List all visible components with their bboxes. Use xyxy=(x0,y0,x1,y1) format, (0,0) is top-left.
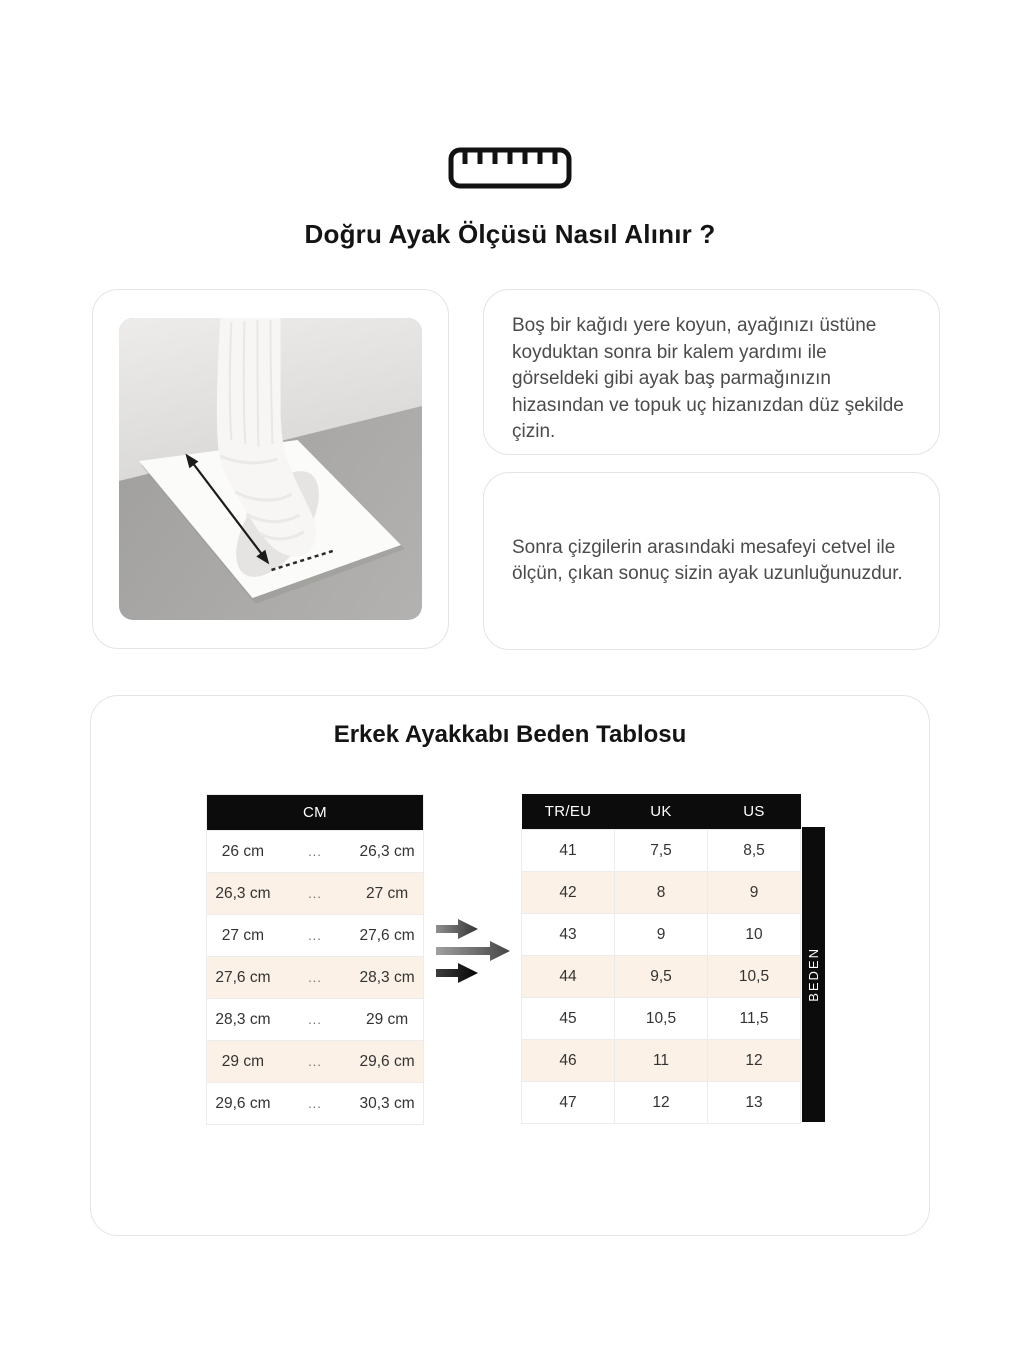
table-cell: ... xyxy=(279,1083,351,1125)
instruction-card-1 xyxy=(483,289,940,455)
column-header: US xyxy=(708,794,801,830)
table-cell: ... xyxy=(279,1041,351,1083)
table-cell: 28,3 cm xyxy=(351,957,423,999)
table-cell: 8,5 xyxy=(708,830,801,872)
size-table-title: Erkek Ayakkabı Beden Tablosu xyxy=(333,721,687,748)
column-header: TR/EU xyxy=(522,794,615,830)
table-cell: ... xyxy=(279,873,351,915)
table-cell: 13 xyxy=(708,1082,801,1124)
table-row xyxy=(522,914,801,956)
table-row xyxy=(207,831,424,873)
table-cell: 29,6 cm xyxy=(351,1041,423,1083)
table-row xyxy=(207,873,424,915)
foot-measurement-photo xyxy=(119,318,422,620)
table-cell: 45 xyxy=(522,998,615,1040)
table-cell: 12 xyxy=(615,1082,708,1124)
size-conversion-table xyxy=(521,794,801,1124)
table-cell: 46 xyxy=(522,1040,615,1082)
table-cell: 26,3 cm xyxy=(351,831,423,873)
instruction-step-1: Boş bir kağıdı yere koyun, ayağınızı üstüne koyduktan sonra bir kalem yardımı ile görseldeki gibi ayak baş parmağınızın hizasından ve topuk uç hizanızdan düz şekilde çizin. xyxy=(512,315,904,442)
table-cell: 11 xyxy=(615,1040,708,1082)
table-row xyxy=(207,1041,424,1083)
table-row xyxy=(522,1040,801,1082)
table-cell: 9 xyxy=(708,872,801,914)
table-cell: ... xyxy=(279,915,351,957)
table-cell: 42 xyxy=(522,872,615,914)
table-cell: 10 xyxy=(708,914,801,956)
table-cell: 41 xyxy=(522,830,615,872)
table-row xyxy=(207,999,424,1041)
table-cell: 29 cm xyxy=(351,999,423,1041)
table-cell: 27 cm xyxy=(207,915,279,957)
cm-table xyxy=(206,794,424,1125)
table-cell: 9,5 xyxy=(615,956,708,998)
table-cell: 7,5 xyxy=(615,830,708,872)
column-header: UK xyxy=(615,794,708,830)
photo-card xyxy=(92,289,449,649)
table-cell: 10,5 xyxy=(615,998,708,1040)
table-cell: 44 xyxy=(522,956,615,998)
conversion-arrows-icon xyxy=(436,919,512,983)
ruler-icon xyxy=(448,147,572,187)
table-cell: 27 cm xyxy=(351,873,423,915)
instruction-card-2 xyxy=(483,472,940,650)
table-cell: ... xyxy=(279,999,351,1041)
table-row xyxy=(522,830,801,872)
table-cell: 11,5 xyxy=(708,998,801,1040)
table-row xyxy=(522,956,801,998)
table-cell: ... xyxy=(279,957,351,999)
table-cell: ... xyxy=(279,831,351,873)
size-table-header-row xyxy=(522,794,801,830)
table-cell: 8 xyxy=(615,872,708,914)
table-row xyxy=(207,957,424,999)
table-cell: 10,5 xyxy=(708,956,801,998)
table-cell: 28,3 cm xyxy=(207,999,279,1041)
cm-table-header-row xyxy=(207,795,424,831)
table-cell: 47 xyxy=(522,1082,615,1124)
table-row xyxy=(522,872,801,914)
table-cell: 30,3 cm xyxy=(351,1083,423,1125)
table-row xyxy=(207,915,424,957)
table-cell: 29,6 cm xyxy=(207,1083,279,1125)
table-cell: 43 xyxy=(522,914,615,956)
beden-side-label-text: BEDEN xyxy=(806,947,821,1002)
page-title: Doğru Ayak Ölçüsü Nasıl Alınır ? xyxy=(304,219,716,249)
table-cell: 12 xyxy=(708,1040,801,1082)
table-row xyxy=(522,1082,801,1124)
size-table-card xyxy=(90,695,930,1236)
table-cell: 26 cm xyxy=(207,831,279,873)
table-row xyxy=(522,998,801,1040)
cm-column-header: CM xyxy=(207,795,424,831)
beden-side-label xyxy=(802,827,825,1122)
table-cell: 26,3 cm xyxy=(207,873,279,915)
table-cell: 27,6 cm xyxy=(351,915,423,957)
table-cell: 9 xyxy=(615,914,708,956)
instruction-step-2: Sonra çizgilerin arasındaki mesafeyi cetvel ile ölçün, çıkan sonuç sizin ayak uzunluğunuzdur. xyxy=(512,536,903,584)
table-cell: 27,6 cm xyxy=(207,957,279,999)
table-row xyxy=(207,1083,424,1125)
table-cell: 29 cm xyxy=(207,1041,279,1083)
